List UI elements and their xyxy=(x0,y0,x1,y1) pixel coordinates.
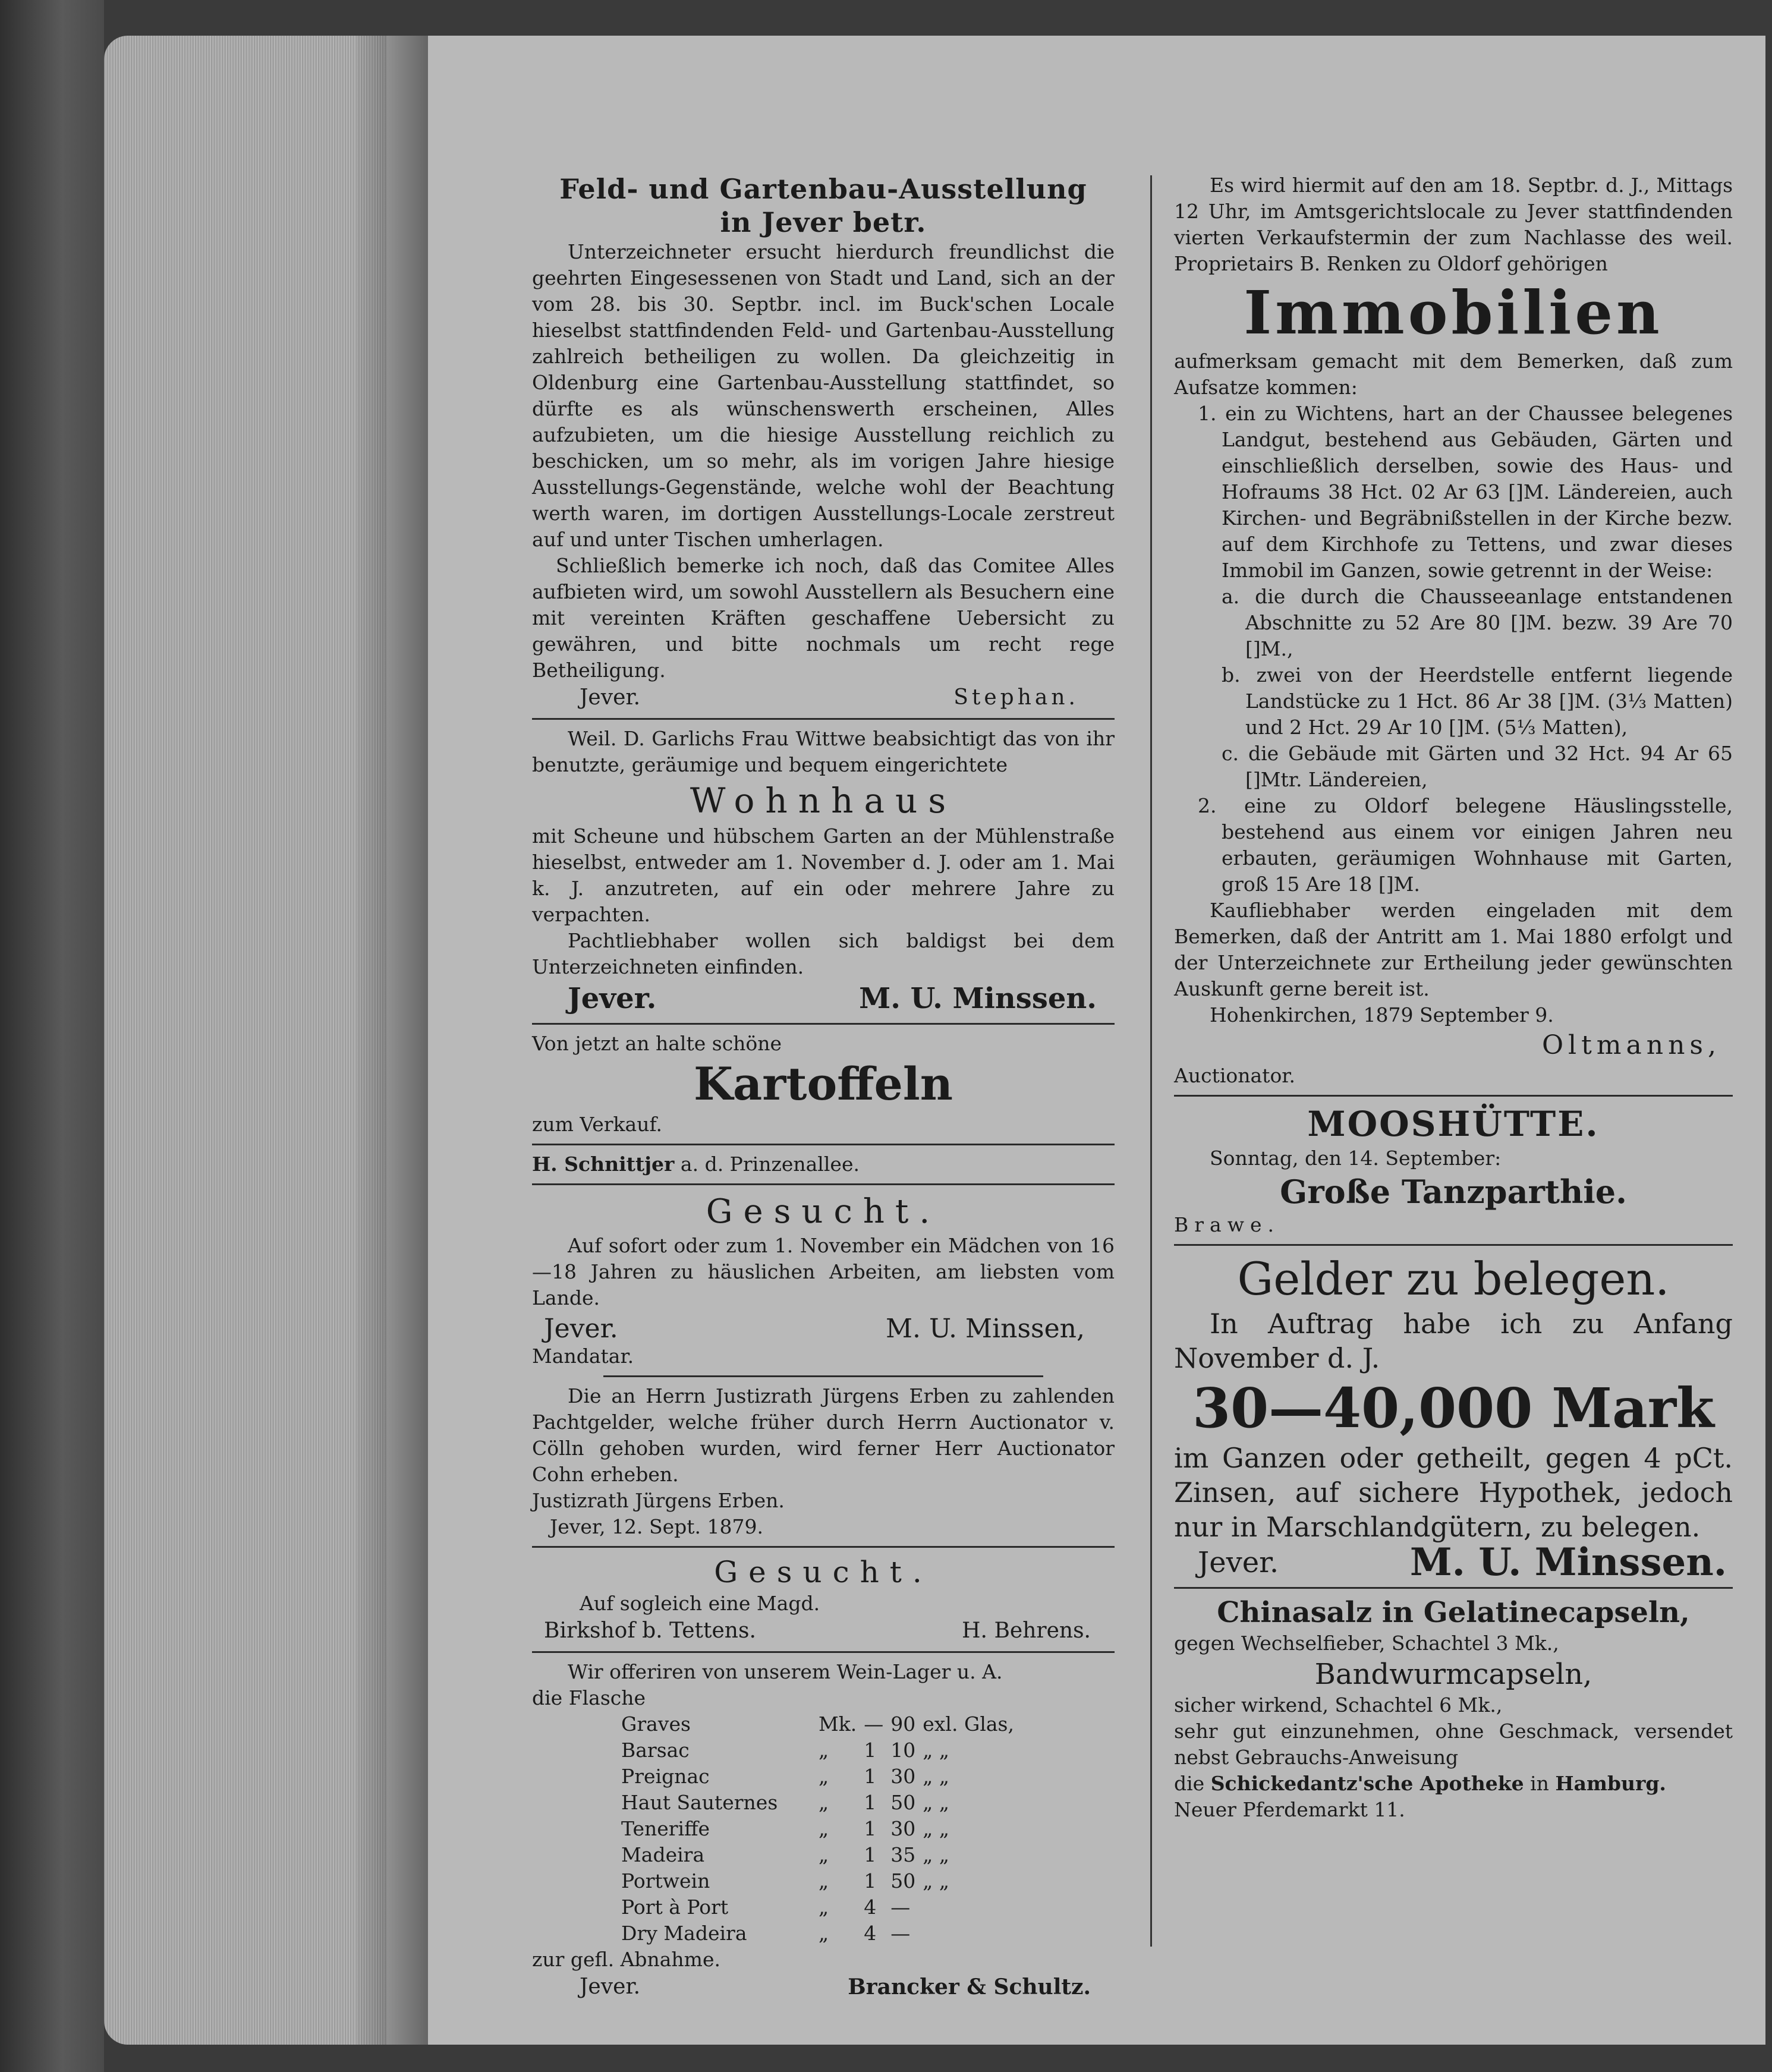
wine-mk: 1 xyxy=(864,1817,877,1840)
separator xyxy=(532,1023,1115,1025)
wine-row xyxy=(621,1920,1021,1947)
place: Jever. xyxy=(580,685,641,710)
wine-name: Graves xyxy=(621,1712,691,1736)
signature: Justizrath Jürgens Erben. xyxy=(532,1489,785,1512)
wine-name: Haut Sauternes xyxy=(621,1791,778,1814)
wine-row xyxy=(621,1894,1021,1920)
signature-role: Mandatar. xyxy=(532,1344,634,1368)
wine-note: „ „ xyxy=(923,1739,949,1762)
right-column xyxy=(1174,172,1733,1823)
wine-mk: 1 xyxy=(864,1739,877,1762)
ad-body: mit Scheune und hübschem Garten an der Mühlenstraße hieselbst, entweder am 1. November d. J. oder am 1. Mai k. J. anzutreten, auf ein oder mehrere Jahre zu verpachten. xyxy=(532,824,1115,926)
separator xyxy=(603,1375,1043,1377)
place: Jever. xyxy=(544,1314,618,1344)
wine-pf: 50 xyxy=(890,1869,916,1892)
ad-wohnhaus xyxy=(532,726,1115,1017)
ad-title: Gesucht. xyxy=(714,1555,933,1589)
wine-cur: „ xyxy=(819,1765,829,1788)
wine-cur: „ xyxy=(819,1843,829,1866)
signature: M. U. Minssen. xyxy=(1409,1540,1727,1585)
wine-name: Madeira xyxy=(621,1843,705,1866)
ad-gelder xyxy=(1174,1252,1733,1585)
ad-body: Die an Herrn Justizrath Jürgens Erben zu zahlenden Pachtgelder, welche früher durch Herrn Auctionator v. Cölln gehoben wurden, wird ferner Herr Auctionator Cohn erheben. xyxy=(532,1384,1115,1486)
signature: Brawe. xyxy=(1174,1213,1280,1236)
ad-chinasalz xyxy=(1174,1595,1733,1823)
ad-title: Gelder zu belegen. xyxy=(1237,1252,1670,1305)
ad-immobilien xyxy=(1174,172,1733,1089)
list-item: 2. eine zu Oldorf belegene Häuslingsstelle, bestehend aus einem vor einigen Jahren neu erbauten, geräumigen Wohnhause mit Garten, groß 15 Are 18 []M. xyxy=(1198,794,1733,896)
ad-body: Wir offeriren von unserem Wein-Lager u. A. xyxy=(568,1660,1003,1683)
separator xyxy=(532,718,1115,720)
firm-name: Schickedantz'sche Apotheke xyxy=(1210,1772,1524,1795)
gutter-shadow xyxy=(357,36,428,2045)
ad-title: Immobilien xyxy=(1244,278,1663,348)
ad-title: Bandwurmcapseln, xyxy=(1314,1658,1592,1691)
wine-pf: 30 xyxy=(890,1817,916,1840)
wine-note: exl. Glas, xyxy=(923,1712,1014,1736)
wine-cur: „ xyxy=(819,1817,829,1840)
ad-body: sicher wirkend, Schachtel 6 Mk., xyxy=(1174,1693,1503,1717)
ad-body: zum Verkauf. xyxy=(532,1113,662,1136)
wine-name: Dry Madeira xyxy=(621,1922,747,1945)
signature: Oltmanns, xyxy=(1541,1030,1721,1060)
list-item: b. zwei von der Heerdstelle entfernt liegende Landstücke zu 1 Hct. 86 Ar 38 []M. (3⅓ Matten) und 2 Hct. 29 Ar 10 []M. (5⅓ Matten), xyxy=(1222,663,1733,739)
wine-name: Barsac xyxy=(621,1739,690,1762)
book-page-edges xyxy=(104,36,395,2045)
ad-body: Auf sofort oder zum 1. November ein Mädchen von 16—18 Jahren zu häuslichen Arbeiten, am liebsten vom Lande. xyxy=(532,1234,1115,1309)
ad-gesucht-maedchen xyxy=(532,1191,1115,1369)
ad-body: im Ganzen oder getheilt, gegen 4 pCt. Zinsen, auf sichere Hypothek, jedoch nur in Marschlandgütern, zu belegen. xyxy=(1174,1442,1733,1543)
ad-body: zur gefl. Abnahme. xyxy=(532,1948,720,1971)
wine-name: Preignac xyxy=(621,1765,710,1788)
wine-row xyxy=(621,1711,1021,1737)
list-item: c. die Gebäude mit Gärten und 32 Hct. 94 Ar 65 []Mtr. Ländereien, xyxy=(1222,742,1733,791)
wine-note xyxy=(923,1920,1021,1947)
date-line: Hohenkirchen, 1879 September 9. xyxy=(1210,1003,1554,1026)
signature-address: a. d. Prinzenallee. xyxy=(680,1152,860,1176)
wine-cur: „ xyxy=(819,1869,829,1892)
ad-title: Wohnhaus xyxy=(690,780,957,821)
wine-pf: 90 xyxy=(890,1712,916,1736)
wine-pf: — xyxy=(890,1895,911,1919)
wine-name: Portwein xyxy=(621,1869,710,1892)
wine-note: „ „ xyxy=(923,1817,949,1840)
ad-body: Von jetzt an halte schöne xyxy=(532,1032,782,1055)
place: Jever. xyxy=(1198,1546,1279,1579)
separator xyxy=(532,1651,1115,1653)
ad-body: Weil. D. Garlichs Frau Wittwe beabsichtigt das von ihr benutzte, geräumige und bequem eingerichtete xyxy=(532,727,1115,776)
separator xyxy=(532,1183,1115,1185)
ad-body: Kaufliebhaber werden eingeladen mit dem Bemerken, daß der Antritt am 1. Mai 1880 erfolgt und der Unterzeichnete zur Ertheilung jeder gewünschten Auskunft gerne bereit ist. xyxy=(1174,899,1733,1000)
firm-in: in xyxy=(1530,1772,1549,1795)
ad-title: Gesucht. xyxy=(706,1192,941,1231)
wine-note xyxy=(923,1894,1021,1920)
ad-body: die Flasche xyxy=(532,1686,646,1709)
wine-cur: „ xyxy=(819,1922,829,1945)
wine-pf: — xyxy=(890,1922,911,1945)
signature: M. U. Minssen. xyxy=(859,982,1097,1015)
ad-body: Sonntag, den 14. September: xyxy=(1210,1147,1502,1170)
wine-note: „ „ xyxy=(923,1843,949,1866)
ad-kartoffeln xyxy=(532,1031,1115,1177)
left-column xyxy=(532,172,1115,2001)
signature-role: Auctionator. xyxy=(1174,1064,1295,1087)
wine-cur: „ xyxy=(819,1739,829,1762)
wine-mk: — xyxy=(864,1712,884,1736)
wine-price-table xyxy=(621,1711,1021,1947)
ad-title: Feld- und Gartenbau-Ausstellung xyxy=(559,173,1087,205)
wine-cur: „ xyxy=(819,1791,829,1814)
ad-pachtgelder xyxy=(532,1383,1115,1540)
wine-name: Teneriffe xyxy=(621,1817,710,1840)
wine-row xyxy=(621,1737,1021,1764)
wine-mk: 1 xyxy=(864,1791,877,1814)
ad-gesucht-magd xyxy=(532,1554,1115,1645)
event-title: Große Tanzparthie. xyxy=(1280,1173,1627,1211)
address: Neuer Pferdemarkt 11. xyxy=(1174,1798,1405,1821)
place: Jever. xyxy=(580,1975,641,1999)
ad-body: gegen Wechselfieber, Schachtel 3 Mk., xyxy=(1174,1632,1559,1655)
separator xyxy=(1174,1095,1733,1097)
separator xyxy=(532,1546,1115,1548)
wine-row xyxy=(621,1816,1021,1842)
ad-wein xyxy=(532,1659,1115,2001)
wine-mk: 4 xyxy=(864,1895,877,1919)
ad-body: Unterzeichneter ersucht hierdurch freundlichst die geehrten Eingesessenen von Stadt und Land, sich an der vom 28. bis 30. Septbr. incl. im Buck'schen Locale hieselbst stattfindenden Feld- und Gartenbau-Ausstellung zahlreich betheiligen zu wollen. Da gleichzeitig in Oldenburg eine Gartenbau-Ausstellung stattfindet, so dürfte es als wünschenswerth erscheinen, Alles aufzubieten, um die hiesige Ausstellung reichlich zu beschicken, um so mehr, als im vorigen Jahre hiesige Ausstellungs-Gegenstände, welche wohl der Beachtung werth waren, im dortigen Ausstellungs-Locale zerstreut auf und unter Tischen umherlagen. xyxy=(532,240,1115,551)
firm-city: Hamburg. xyxy=(1555,1772,1666,1795)
ad-body: Schließlich bemerke ich noch, daß das Comitee Alles aufbieten wird, um sowohl Ausstellern als Besuchern eine mit vereinten Kräften geschaffene Uebersicht zu gewähren, und bitte nochmals um recht rege Betheiligung. xyxy=(532,554,1115,682)
wine-pf: 35 xyxy=(890,1843,916,1866)
book-cover xyxy=(0,0,104,2072)
ad-body: sehr gut einzunehmen, ohne Geschmack, versendet nebst Gebrauchs-Anweisung xyxy=(1174,1720,1733,1769)
ad-title: in Jever betr. xyxy=(720,206,927,238)
signature: H. Schnittjer xyxy=(532,1152,675,1176)
place: Birkshof b. Tettens. xyxy=(544,1618,756,1643)
ad-title: Chinasalz in Gelatinecapseln, xyxy=(1217,1596,1690,1629)
signature: H. Behrens. xyxy=(962,1618,1091,1643)
wine-note: „ „ xyxy=(923,1765,949,1788)
wine-note: „ „ xyxy=(923,1869,949,1892)
ad-mooshuette xyxy=(1174,1103,1733,1238)
wine-pf: 10 xyxy=(890,1739,916,1762)
wine-mk: 1 xyxy=(864,1869,877,1892)
wine-row xyxy=(621,1764,1021,1790)
signature: Brancker & Schultz. xyxy=(848,1975,1091,1999)
wine-name: Port à Port xyxy=(621,1895,729,1919)
wine-pf: 30 xyxy=(890,1765,916,1788)
wine-mk: 1 xyxy=(864,1765,877,1788)
ad-garden-exhibition xyxy=(532,172,1115,712)
list-item: a. die durch die Chausseeanlage entstandenen Abschnitte zu 52 Are 80 []M. bezw. 39 Are 70 []M., xyxy=(1222,585,1733,660)
separator xyxy=(532,1144,1115,1145)
column-divider xyxy=(1150,175,1152,1947)
ad-body: In Auftrag habe ich zu Anfang November d. J. xyxy=(1174,1308,1733,1374)
wine-row xyxy=(621,1790,1021,1816)
separator xyxy=(1174,1244,1733,1246)
ad-title: MOOSHÜTTE. xyxy=(1307,1104,1600,1144)
place: Jever. xyxy=(568,982,657,1015)
list-item: 1. ein zu Wichtens, hart an der Chaussee belegenes Landgut, bestehend aus Gebäuden, Gärten und einschließlich derselben, sowie des Haus- und Hofraums 38 Hct. 02 Ar 63 []M. Ländereien, auch Kirchen- und Begräbnißstellen in der Kirche bezw. auf dem Kirchhofe zu Tettens, und zwar dieses Immobil im Ganzen, sowie getrennt in der Weise: xyxy=(1198,402,1733,582)
wine-pf: 50 xyxy=(890,1791,916,1814)
date-line: Jever, 12. Sept. 1879. xyxy=(550,1515,764,1538)
ad-body: Es wird hiermit auf den am 18. Septbr. d. J., Mittags 12 Uhr, im Amtsgerichtslocale zu Jever stattfindenden vierten Verkaufstermin der zum Nachlasse des weil. Proprietairs B. Renken zu Oldorf gehörigen xyxy=(1174,174,1733,275)
wine-note: „ „ xyxy=(923,1791,949,1814)
amount: 30—40,000 Mark xyxy=(1192,1376,1714,1440)
wine-row xyxy=(621,1842,1021,1868)
signature: M. U. Minssen, xyxy=(885,1314,1085,1344)
separator xyxy=(1174,1587,1733,1589)
wine-mk: 1 xyxy=(864,1843,877,1866)
ad-title: Kartoffeln xyxy=(694,1057,953,1110)
ad-body: Pachtliebhaber wollen sich baldigst bei dem Unterzeichneten einfinden. xyxy=(532,929,1115,978)
wine-cur: „ xyxy=(819,1895,829,1919)
ad-body: Auf sogleich eine Magd. xyxy=(580,1592,820,1615)
signature: Stephan. xyxy=(953,685,1079,710)
wine-row xyxy=(621,1868,1021,1894)
firm-prefix: die xyxy=(1174,1772,1205,1795)
ad-body: aufmerksam gemacht mit dem Bemerken, daß zum Aufsatze kommen: xyxy=(1174,349,1733,399)
wine-mk: 4 xyxy=(864,1922,877,1945)
wine-cur: Mk. xyxy=(819,1712,857,1736)
